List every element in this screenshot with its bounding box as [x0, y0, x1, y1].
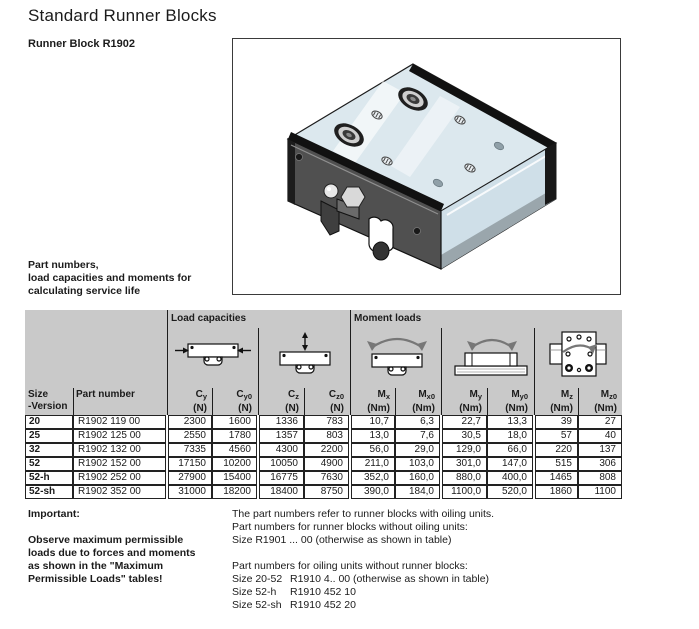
cell-value: 808 [578, 471, 622, 485]
cell-value: 18200 [212, 485, 257, 499]
cell-value: 2300 [168, 415, 212, 429]
vertical-load-icon [266, 330, 344, 382]
cell-value: 306 [578, 457, 622, 471]
product-figure-frame [232, 38, 621, 295]
cell-value: 147,0 [487, 457, 533, 471]
oiling-size: Size 20-52 [232, 573, 283, 585]
cell-size: 25 [25, 429, 73, 443]
col-header-cy0: $C_{y0}$ (N) [236, 389, 252, 414]
yaw-moment-icon [547, 324, 609, 382]
table-row [25, 443, 622, 457]
important-line: as shown in the "Maximum [28, 560, 164, 572]
cell-size: 32 [25, 443, 73, 457]
cell-value: 390,0 [351, 485, 395, 499]
cell-value: 2200 [304, 443, 349, 457]
cell-value: 211,0 [351, 457, 395, 471]
cell-value: 7,6 [395, 429, 440, 443]
cell-value: 30,5 [442, 429, 487, 443]
cell-value: 27900 [168, 471, 212, 485]
cell-value: 13,0 [351, 429, 395, 443]
cell-value: 4560 [212, 443, 257, 457]
col-header-my: $M_y$ (Nm) [459, 389, 482, 414]
cell-value: 803 [304, 429, 349, 443]
cell-value: 31000 [168, 485, 212, 499]
oiling-part: R1910 452 20 [290, 599, 356, 611]
cell-value: 2550 [168, 429, 212, 443]
cell-value: 137 [578, 443, 622, 457]
table-body [25, 415, 622, 499]
cell-value: 4900 [304, 457, 349, 471]
cell-value: 10050 [259, 457, 304, 471]
note-line: Size R1901 ... 00 (otherwise as shown in table) [232, 534, 452, 546]
table-row [25, 485, 622, 499]
important-note [28, 508, 223, 586]
cell-size: 52 [25, 457, 73, 471]
cell-value: 783 [304, 415, 349, 429]
cell-value: 1357 [259, 429, 304, 443]
cell-value: 520,0 [487, 485, 533, 499]
cell-part: R1902 119 00 [73, 415, 166, 429]
cell-value: 1100 [578, 485, 622, 499]
part-number-table [25, 310, 622, 500]
col-header-my0: $M_{y0}$ (Nm) [505, 389, 528, 414]
cell-value: 18,0 [487, 429, 533, 443]
oiling-row [232, 573, 694, 586]
table-row [25, 471, 622, 485]
cell-value: 1100,0 [442, 485, 487, 499]
size-column-header: Size -Version [28, 389, 68, 412]
cell-value: 160,0 [395, 471, 440, 485]
important-title: Important: [28, 508, 80, 520]
cell-value: 16775 [259, 471, 304, 485]
cell-size: 52-h [25, 471, 73, 485]
important-line: loads due to forces and moments [28, 547, 196, 559]
col-header-mz: $M_z$ (Nm) [550, 389, 573, 414]
col-header-mx0: $M_{x0}$ (Nm) [412, 389, 435, 414]
cell-value: 129,0 [442, 443, 487, 457]
cell-value: 39 [535, 415, 578, 429]
pitch-moment-icon [449, 328, 533, 382]
cell-value: 22,7 [442, 415, 487, 429]
col-header-cz0: $C_{z0}$ (N) [328, 389, 344, 414]
table-header [25, 310, 622, 415]
section-subtitle: Runner Block R1902 [28, 38, 135, 50]
oiling-row [232, 599, 694, 612]
cell-value: 4300 [259, 443, 304, 457]
oiling-size: Size 52-sh [232, 599, 282, 611]
oiling-units-title: Part numbers for oiling units without runner blocks: [232, 560, 468, 572]
cell-value: 15400 [212, 471, 257, 485]
cell-value: 27 [578, 415, 622, 429]
cell-value: 1465 [535, 471, 578, 485]
cell-value: 515 [535, 457, 578, 471]
oiling-part: R1910 4.. 00 (otherwise as shown in table) [290, 573, 490, 585]
cell-size: 52-sh [25, 485, 73, 499]
part-number-notes [232, 508, 694, 612]
cell-part: R1902 125 00 [73, 429, 166, 443]
page-title: Standard Runner Blocks [28, 6, 217, 25]
table-row [25, 415, 622, 429]
table-caption [28, 259, 191, 298]
cell-value: 103,0 [395, 457, 440, 471]
part-number-column-header: Part number [76, 389, 135, 400]
cell-value: 56,0 [351, 443, 395, 457]
col-header-cz: $C_z$ (N) [285, 389, 299, 414]
cell-value: 57 [535, 429, 578, 443]
cell-value: 18400 [259, 485, 304, 499]
cell-value: 10200 [212, 457, 257, 471]
cell-value: 184,0 [395, 485, 440, 499]
cell-value: 7335 [168, 443, 212, 457]
cell-size: 20 [25, 415, 73, 429]
cell-value: 7630 [304, 471, 349, 485]
cell-value: 880,0 [442, 471, 487, 485]
moment-loads-group-label: Moment loads [354, 313, 422, 324]
oiling-size: Size 52-h [232, 586, 277, 598]
cell-value: 13,3 [487, 415, 533, 429]
cell-value: 66,0 [487, 443, 533, 457]
note-line: Part numbers for runner blocks without oiling units: [232, 521, 468, 533]
lateral-load-icon [174, 330, 252, 382]
caption-line: calculating service life [28, 285, 141, 297]
cell-part: R1902 152 00 [73, 457, 166, 471]
oiling-part: R1910 452 10 [290, 586, 356, 598]
cell-value: 400,0 [487, 471, 533, 485]
col-header-cy: $C_y$ (N) [193, 389, 207, 414]
caption-line: Part numbers, [28, 259, 99, 271]
cell-value: 29,0 [395, 443, 440, 457]
cell-value: 352,0 [351, 471, 395, 485]
cell-value: 1600 [212, 415, 257, 429]
table-row [25, 457, 622, 471]
important-line: Observe maximum permissible [28, 534, 184, 546]
cell-value: 8750 [304, 485, 349, 499]
cell-value: 1780 [212, 429, 257, 443]
table-row [25, 429, 622, 443]
col-header-mz0: $M_{z0}$ (Nm) [594, 389, 617, 414]
important-line: Permissible Loads" tables! [28, 573, 163, 585]
cell-part: R1902 352 00 [73, 485, 166, 499]
cell-value: 40 [578, 429, 622, 443]
cell-value: 220 [535, 443, 578, 457]
cell-value: 17150 [168, 457, 212, 471]
caption-line: load capacities and moments for [28, 272, 192, 284]
cell-part: R1902 252 00 [73, 471, 166, 485]
cell-value: 1336 [259, 415, 304, 429]
column-label-row [25, 389, 622, 415]
col-header-mx: $M_x$ (Nm) [367, 389, 390, 414]
load-capacities-group-label: Load capacities [171, 313, 247, 324]
cell-part: R1902 132 00 [73, 443, 166, 457]
cell-value: 1860 [535, 485, 578, 499]
note-line: The part numbers refer to runner blocks with oiling units. [232, 508, 495, 520]
cell-value: 6,3 [395, 415, 440, 429]
runner-block-illustration [233, 39, 620, 294]
roll-moment-icon [355, 328, 439, 382]
oiling-row [232, 586, 694, 599]
cell-value: 301,0 [442, 457, 487, 471]
cell-value: 10,7 [351, 415, 395, 429]
